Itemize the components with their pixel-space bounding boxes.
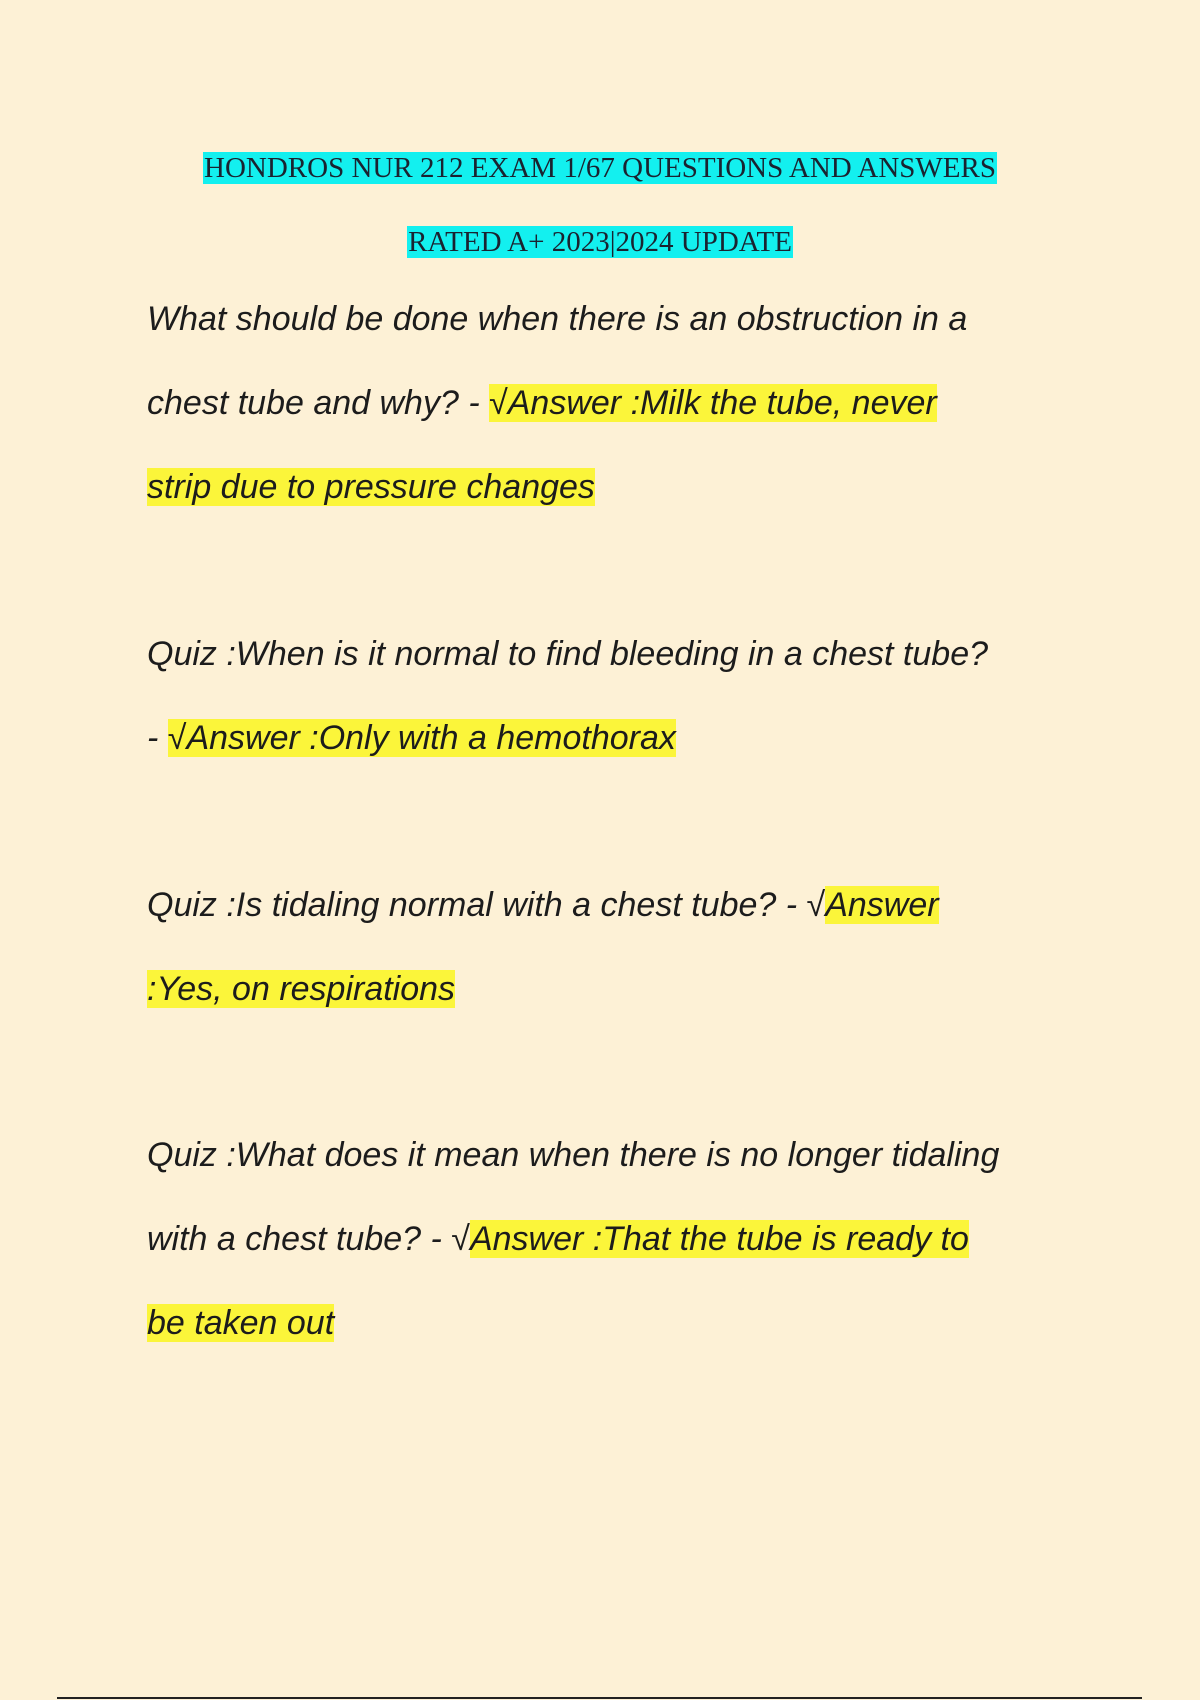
question-text: with a chest tube? - √ — [147, 1220, 470, 1258]
answer-highlight: Answer :That the tube is ready to — [469, 1220, 969, 1258]
answer-highlight: :Yes, on respirations — [147, 970, 456, 1008]
qa-2-line-1 — [147, 632, 988, 676]
title-highlight-2: RATED A+ 2023|2024 UPDATE — [408, 226, 792, 258]
title-highlight-1: HONDROS NUR 212 EXAM 1/67 QUESTIONS AND ANSWERS — [204, 152, 996, 184]
question-text: chest tube and why? - — [147, 384, 490, 422]
document-title-line-1 — [0, 150, 1200, 186]
question-text: Quiz :What does it mean when there is no longer tidaling — [147, 1136, 1000, 1174]
footer-rule — [57, 1697, 1142, 1699]
qa-4-line-2 — [147, 1217, 969, 1261]
qa-4-line-3 — [147, 1301, 334, 1345]
question-text: - — [147, 719, 168, 757]
qa-1-line-3 — [147, 465, 595, 509]
answer-highlight: be taken out — [147, 1304, 335, 1342]
qa-3-line-2 — [147, 967, 455, 1011]
question-text: Quiz :Is tidaling normal with a chest tube? - √ — [147, 886, 826, 924]
document-title-line-2 — [0, 224, 1200, 260]
qa-2-line-2 — [147, 716, 676, 760]
question-text: What should be done when there is an obstruction in a — [147, 300, 968, 338]
qa-3-line-1 — [147, 883, 939, 927]
qa-1-line-1 — [147, 297, 967, 341]
answer-highlight: √Answer :Only with a hemothorax — [167, 719, 676, 757]
qa-4-line-1 — [147, 1133, 999, 1177]
answer-highlight: √Answer :Milk the tube, never — [489, 384, 937, 422]
qa-1-line-2 — [147, 381, 937, 425]
question-text: Quiz :When is it normal to find bleeding in a chest tube? — [147, 635, 989, 673]
answer-highlight: Answer — [825, 886, 939, 924]
answer-highlight: strip due to pressure changes — [147, 468, 595, 506]
